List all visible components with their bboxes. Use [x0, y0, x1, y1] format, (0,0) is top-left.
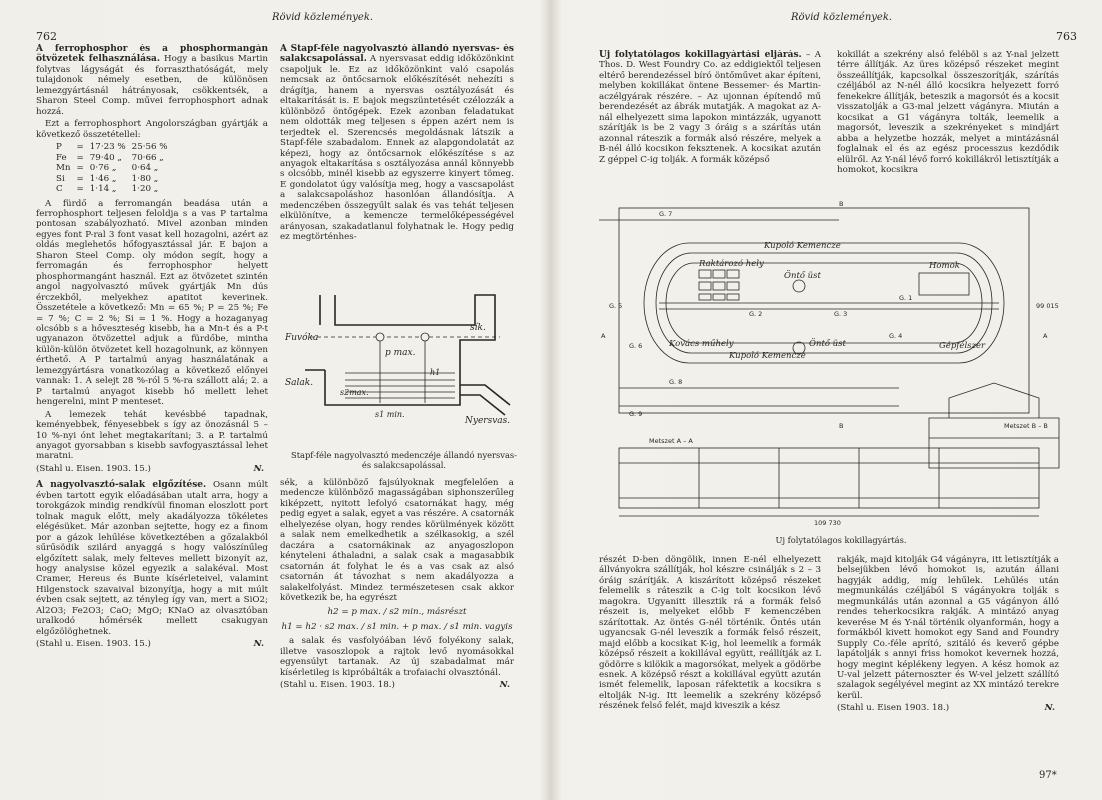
svg-text:G. 6: G. 6	[629, 342, 643, 350]
table-row: C = 1·14 „ 1·20 „	[56, 184, 159, 195]
page-number: 762	[36, 30, 57, 43]
sheet-number: 97*	[1039, 770, 1057, 781]
svg-text:G. 7: G. 7	[659, 210, 673, 218]
source-line: (Stahl u. Eisen 1903. 18.) N.	[837, 703, 1055, 714]
label-s1min: s1 min.	[375, 410, 405, 419]
equation: h1 = h2 · s2 max. / s1 min. + p max. / s1 min. vagyis	[281, 621, 513, 632]
svg-text:G. 4: G. 4	[889, 332, 903, 340]
figure-caption: Stapf-féle nagyolvasztó medenczéje állandó nyersvas- és salakcsapolással.	[291, 450, 517, 470]
paragraph: részét D-ben döngölik, innen E-nél elhelyezett állványokra szállítják, hol készre csinálják s 2 – 3 óráig szárítják. A kiszárított középső részeket felemelik s ráteszik a C-ig tolt kocsikon lévő magokra. Ugyanitt illesztik rá a formák felső részeit is, melyeket előbb F kemenczében szárítottak. Az öntés G-nél történik. Öntés után ugyancsak G-nél leveszik a formák felső részeit, majd előbb a kocsikat K-ig, hol leemelik a formák középső részeit a kokillával együtt, reállítják az L gödörre s kilökik a magorsókat, melyek a gödörbe esnek. A középső részt a kokillával együtt azután ismét felemelik, laposan ráfektetik a kocsikra s eltolják N-ig. Itt leemelik a szekrény középső részének felső felét, majd kiveszik a kész	[599, 555, 821, 712]
paragraph: A fürdő a ferromangán beadása után a ferrophosphort teljesen feloldja s a vas P tartalma pontosan szabályozható. Mivel azonban minden egyes font P-ral 3 font vasat kell hozagolni, azért az oldás meglehetős hőfogyasztással jár. E bajon a Sharon Steel Comp. oly módon segít, hogy a ferromagán és ferrophosphor helyett phosphormangánt használ. Ezt az ötvözetet szintén angol nagyolvasztó művek gyártják Mn dús érczekből, melyekhez apatitot keverinek. Összetétele a következő: Mn = 65 %; P = 25 %; Fe = 7 %; C = 2 %; Si = 1 %. Hogy a hozaganyag olcsóbb s a hőveszteség kisebb, ha a Mn-t és a P-t ugyanazon ötvözettel adjuk a fürdőbe, mintha külön-külön ötvözetet kell hozagolnunk, az könnyen érthető. A P tartalmú anyag használatának a lemezgyártásra vonatkozólag a következő előnyei vannak: 1. A selejt 28 %-ról 5 %-ra szállott alá; 2. a P tartalmú anyagot kisebb hő mellett lehet hengerelni, mint P menteset.	[36, 198, 268, 408]
svg-text:G. 5: G. 5	[609, 302, 623, 310]
top-right-column	[837, 50, 1059, 190]
svg-text:G. 8: G. 8	[669, 378, 683, 386]
equation: h2 = p max. / s2 min., másrészt	[327, 607, 467, 618]
page-number: 763	[1056, 30, 1077, 43]
paragraph: rakják, majd kitolják G4 vágányra, itt letisztítják a belsejükben lévő homokot is, azután állani hagyják addig, míg lehűlek. Lehűlés után megmunkálás czéljából S vágányokra tolják s megmunkálás után azonnal a G5 vágányon álló rendes teherkocsikra rakják. A mintázó anyag keverése M és Y-nál történik olyanformán, hogy a formákból kivett homokot egy Sand and Foundry Supply Co.-féle aprító, szitáló és keverő gépbe lapátolják s annyi friss homokot kevernek hozzá, hogy megint képlékeny legyen. A kész homok az U-val jelzett páternoszter és W-vel jelzett szállító szalagok segélyével megint az XX mintázó terekre kerül.	[837, 555, 1059, 701]
label-nyersvas: Nyersvas.	[465, 416, 511, 426]
label-pmax: p max.	[385, 348, 416, 358]
right-column-top	[280, 44, 514, 314]
running-head: Rövid közlemények.	[272, 12, 374, 23]
stapf-furnace-figure	[285, 285, 525, 445]
section-aa-outline	[619, 448, 1039, 508]
paragraph: sék, a különböző fajsúlyoknak megfelelően a medencze különböző magasságában siphonszerűleg kiképzett, nyitott lefolyó csatornákat hagy, még pedig egyet a salak, egyet a vas részére. A csatornák elhelyezése olyan, hogy rendes körülmények között a salak nem emelkedhetik a szélkasokig, a szél daczára a csatornákinak az anyagoszlopon kényteleni áthaladni, a salak csak a magasabbik csatornán át folyhat le és a vas csak az alsó csatornán át távozhat s nem akadályozza a salakelfolyást. Mindez természetesen csak akkor következik be, ha egyrészt	[280, 478, 514, 603]
label-sik: sík.	[470, 323, 486, 333]
label-fuvoka: Fuvóka	[285, 333, 319, 343]
paragraph: A nyersvasat eddig időközönkint csapoljuk le. Ez az időközönkint való csapolás nemcsak az öntőcsarnok előkészítését nehezíti s drágítja, hanem a nyersvas osztályozását és eltakarítását is. E bajok megszüntetését czélozzák a különböző öntőgépek. Ezek azonban feladatukat nem oldották meg teljesen s éppen azért nem is terjedtek el. Szerencsés megoldásnak látszik a Stapf-féle szabadalom. Ennek az alapgondolatát az képezi, hogy az öntőcsarnok előkészítése s az anyagok eltakarítása s osztályozása annál könnyebb s olcsóbb, minél kisebb az egyszerre kinyert tömeg. E gondolatot úgy valósítja meg, hogy a vascsapolást a salakcsapoláshoz hasonlóan állandósítja. A medenczében összegyűlt salak és vas tehát teljesen elkülönítve, a kemencze termelőképességével arányosan, szakadatlanul folyhatnak le. Hogy pedig ez megtörténhes-	[280, 54, 514, 243]
svg-text:G. 9: G. 9	[629, 410, 643, 418]
label-kupolo-1: Kupoló Kemencze	[764, 241, 841, 251]
label-homok: Homok	[929, 261, 960, 271]
top-left-column	[599, 50, 821, 190]
table-row: Mn = 0·76 „ 0·64 „	[56, 163, 159, 174]
label-salak: Salak.	[285, 378, 314, 388]
source-line: (Stahl u. Eisen. 1903. 18.) N.	[280, 680, 510, 691]
article-title: A nagyolvasztó-salak elgőzítése.	[36, 480, 207, 491]
svg-text:G. 2: G. 2	[749, 310, 763, 318]
table-row: P = 17·23 % 25·56 %	[56, 142, 168, 153]
article-title: Uj folytatólagos kokillagyártási eljárás.	[599, 50, 802, 60]
label-gepfelszer: Gépfélszer	[939, 341, 986, 351]
paragraph: a salak és vasfolyóában lévő folyékony salak, illetve vasoszlopok a rajtok levő nyomásokkal egyensúlyt tartanak. Az új szabadalmat már kísérletileg is kipróbálták a trofaiachi olvasztónál.	[280, 636, 514, 678]
right-page	[551, 0, 1102, 800]
table-row: Si = 1·46 „ 1·80 „	[56, 173, 159, 184]
paragraph: – A Thos. D. West Foundry Co. az eddigiektől teljesen eltérő berendezéssel bíró öntőművet akar építeni, melyben kokillákat öntene Bessemer- és Martin-aczélgyárak részére. – Az ujonnan építendő mű berendezését az ábrák mutatják. A magokat az A-nál elhelyezett sima lapokon mintázzák, ugyanott szárítják is be 2 vagy 3 óráig s a szárítás után azonnal ráteszik a formák alsó részére, melyek a B-nél álló kocsikon feksztenek. A kocsikat azután Z géppel C-ig tolják. A formák középső	[599, 50, 821, 165]
label-kupolo-2: Kupoló Kemencze	[729, 351, 806, 361]
bottom-left-column	[599, 555, 821, 770]
figure-caption: Uj folytatólagos kokillagyártás.	[775, 535, 907, 545]
table-row: Fe = 79·40 „ 70·66 „	[56, 152, 164, 163]
article-title: A ferrophosphor és a phosphormangán ötvözetek felhasználása.	[36, 44, 268, 65]
label-section-aa: Metszet A – A	[649, 437, 693, 445]
source-line: (Stahl u. Eisen. 1903. 15.) N.	[36, 639, 264, 650]
right-column-bottom	[280, 478, 514, 783]
label-ontoust-1: Öntő üst	[784, 271, 821, 281]
paragraph: Osann múlt évben tartott egyik előadásában utalt arra, hogy a torokgázok mindig rendkívül finoman eloszlott port tolnak maguk előtt, mely akadályozza tökéletes elégésüket. Már azonban sejtette, hogy ez a finom por a gázok lehűlése következtében a gőzalakból sűrűsödik szilárd anyaggá s hogy valószínűleg elgőzített salak, mely felteves mellett bizonyít az, hogy analysise közel egyezik a salakéval. Most Cramer, Hereus és Bunte kísérleteivel, valamint Hilgenstock szavaival bizonyítja, hogy a mit múlt évben csak sejtett, az tényleg így van, mert a SiO2; Al2O3; Fe2O3; CaO; MgO; KNaO az olvasztóban uralkodó hőmérsék mellett csakugyan elgőzölöghetnek.	[36, 480, 268, 637]
svg-text:99 015: 99 015	[1036, 302, 1059, 310]
foundry-plan-figure	[599, 198, 1061, 528]
svg-text:G. 3: G. 3	[834, 310, 848, 318]
left-column	[36, 44, 268, 780]
composition-table	[56, 142, 174, 195]
label-dimension: 109 730	[814, 519, 841, 527]
paragraph: A lemezek tehát kevésbbé tapadnak, keményebbek, fényesebbek s így az önozásnál 5 – 10 %-nyi ónt lehet megtakarítani; 3. a P. tartalmú anyagot gyorsabban s kisebb savfogyasztással lehet maratni.	[36, 409, 268, 462]
svg-text:B: B	[839, 200, 844, 208]
svg-text:A: A	[601, 332, 606, 340]
label-section-bb: Metszet B – B	[1004, 422, 1048, 430]
label-raktarozo: Raktározó hely	[699, 259, 764, 269]
paragraph: kokillát a szekrény alsó felébõl s az Y-nal jelzett térre állítják. Az üres középső részeket megint összeállítják, kapcsolkal összeszorítják, szárítás czéljából az N-nél álló kocsikra helyezett forró fenekekre állítják, beteszik a magorsót és a kocsit visszatolják a G3-mal jelzett vágányra. Miután a kocsikat a G1 vágányra tolták, leemelik a magorsót, leveszik a szekrényeket s mindjárt abba a helyzetbe hozzák, melyet a mintázásnál foglalnak el és az egész processzus kezdődik elülről. Az Y-nál lévő forró kokillákról letisztítják a homokot, kocsikra	[837, 50, 1059, 175]
bottom-right-column	[837, 555, 1059, 765]
label-kovacs: Kovács műhely	[669, 339, 734, 349]
paragraph: Ezt a ferrophosphort Angolországban gyártják a következő összetétellel:	[36, 119, 268, 140]
svg-text:B: B	[839, 422, 844, 430]
paragraph: Hogy a basikus Martin folytvas lágyságát és forraszthatóságát, mely tulajdonok némely esetben, de különösen lemezgyártásnál hátrányosak, csökkentsék, a Sharon Steel Comp. művei ferrophosphort adnak hozzá.	[36, 54, 268, 117]
label-h1: h1	[430, 368, 441, 377]
article-title: A Stapf-féle nagyolvasztó állandó nyersvas- és salakcsapolással.	[280, 44, 514, 65]
running-head: Rövid közlemények.	[791, 12, 893, 23]
label-s2max: s2max.	[340, 388, 369, 397]
label-ontoust-2: Öntő üst	[809, 339, 846, 349]
svg-text:A: A	[1043, 332, 1048, 340]
svg-text:G. 1: G. 1	[899, 294, 913, 302]
source-line: (Stahl u. Eisen. 1903. 15.) N.	[36, 463, 264, 474]
